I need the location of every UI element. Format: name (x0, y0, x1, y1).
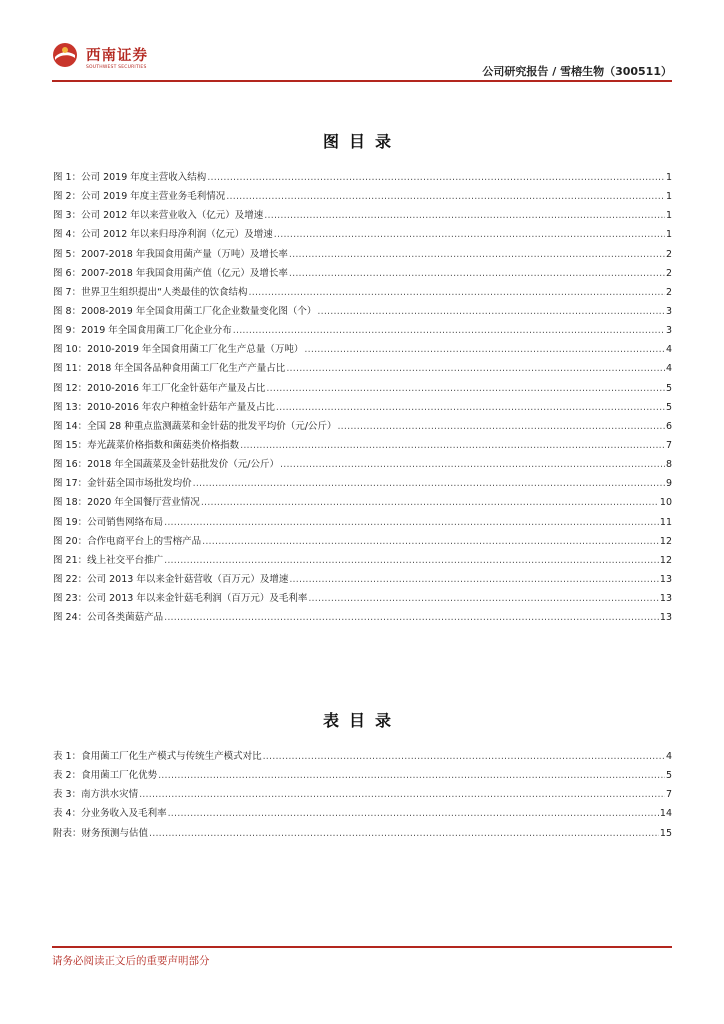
toc-entry[interactable] (53, 245, 672, 264)
toc-entry-page: 3 (665, 325, 672, 337)
toc-entry-label: 图 19：公司销售网络布局 (53, 516, 164, 528)
toc-entry[interactable] (53, 493, 672, 512)
toc-leader-dots (193, 474, 665, 493)
toc-leader-dots (164, 513, 659, 532)
toc-leader-dots (168, 804, 659, 823)
toc-entry-page: 5 (665, 770, 672, 782)
brand-name-en: SOUTHWEST SECURITIES (86, 65, 147, 70)
footer-disclaimer: 请务必阅读正文后的重要声明部分 (52, 955, 210, 967)
page-header (52, 40, 672, 80)
toc-entry-label: 图 18：2020 年全国餐厅营业情况 (53, 497, 200, 509)
toc-entry[interactable] (53, 340, 672, 359)
toc-entry-label: 表 1：食用菌工厂化生产模式与传统生产模式对比 (53, 751, 262, 762)
toc-entry-page: 3 (665, 305, 672, 317)
toc-entry-page: 2 (665, 286, 672, 298)
toc-entry-label: 图 12：2010-2016 年工厂化金针菇年产量及占比 (53, 382, 266, 394)
brand-logo (52, 40, 162, 76)
toc-entry-page: 1 (665, 229, 672, 241)
brand-name-cn: 西南证券 (86, 47, 148, 64)
toc-leader-dots (207, 168, 665, 187)
toc-entry-page: 15 (659, 827, 672, 839)
toc-entry[interactable] (53, 474, 672, 493)
toc-entry-page: 10 (659, 497, 672, 509)
toc-entry-page: 13 (659, 612, 672, 624)
header-divider (52, 80, 672, 82)
toc-leader-dots (286, 359, 665, 378)
toc-leader-dots (308, 589, 659, 608)
toc-leader-dots (263, 747, 665, 766)
toc-leader-dots (274, 225, 665, 244)
toc-leader-dots (289, 570, 659, 589)
toc-entry-page: 4 (665, 344, 672, 356)
toc-leader-dots (266, 379, 665, 398)
toc-entry-label: 图 24：公司各类菌菇产品 (53, 612, 164, 624)
toc-entry[interactable] (53, 824, 672, 843)
toc-entry[interactable] (53, 513, 672, 532)
toc-entry-page: 4 (665, 363, 672, 375)
toc-entry-label: 图 20：合作电商平台上的雪榕产品 (53, 535, 202, 547)
toc-entry-label: 表 3：南方洪水灾情 (53, 789, 139, 801)
toc-entry-label: 表 4：分业务收入及毛利率 (53, 808, 167, 820)
toc-entry-label: 图 21：线上社交平台推广 (53, 554, 164, 566)
toc-entry-label: 图 23：公司 2013 年以来金针菇毛利润（百万元）及毛利率 (53, 593, 308, 605)
toc-leader-dots (337, 417, 665, 436)
toc-entry-label: 附表：财务预测与估值 (53, 827, 149, 839)
toc-leader-dots (264, 206, 665, 225)
toc-entry-page: 12 (659, 554, 672, 566)
toc-entry-label: 图 1：公司 2019 年度主营收入结构 (53, 172, 207, 183)
toc-entry[interactable] (53, 747, 672, 766)
toc-leader-dots (280, 455, 665, 474)
toc-leader-dots (226, 187, 665, 206)
toc-leader-dots (202, 532, 659, 551)
toc-entry-label: 图 3：公司 2012 年以来营业收入（亿元）及增速 (53, 210, 264, 222)
toc-leader-dots (164, 551, 659, 570)
toc-entry-label: 图 14：全国 28 种重点监测蔬菜和金针菇的批发平均价（元/公斤） (53, 420, 337, 432)
brand-logo-icon (52, 42, 78, 68)
toc-leader-dots (139, 785, 665, 804)
toc-entry-label: 图 10：2010-2019 年全国食用菌工厂化生产总量（万吨） (53, 344, 304, 356)
toc-entry[interactable] (53, 206, 672, 225)
toc-entry-page: 11 (659, 516, 672, 528)
toc-entry[interactable] (53, 379, 672, 398)
toc-entry-label: 图 16：2018 年全国蔬菜及金针菇批发价（元/公斤） (53, 459, 280, 471)
table-index-list (53, 747, 672, 843)
toc-entry[interactable] (53, 551, 672, 570)
toc-entry[interactable] (53, 455, 672, 474)
toc-entry-page: 14 (659, 808, 672, 820)
toc-entry[interactable] (53, 398, 672, 417)
toc-leader-dots (289, 245, 665, 264)
toc-entry-label: 图 13：2010-2016 年农户种植金针菇年产量及占比 (53, 401, 275, 413)
toc-entry-label: 图 11：2018 年全国各品种食用菌工厂化生产产量占比 (53, 363, 286, 375)
toc-entry-page: 1 (665, 172, 672, 183)
toc-leader-dots (164, 608, 659, 627)
toc-entry[interactable] (53, 321, 672, 340)
toc-entry-label: 图 6：2007-2018 年我国食用菌产值（亿元）及增长率 (53, 267, 288, 279)
toc-entry-page: 1 (665, 210, 672, 222)
toc-entry[interactable] (53, 589, 672, 608)
toc-entry[interactable] (53, 766, 672, 785)
toc-entry[interactable] (53, 417, 672, 436)
toc-entry[interactable] (53, 804, 672, 823)
table-index-title: 表目录 (322, 711, 401, 730)
toc-entry-page: 5 (665, 401, 672, 413)
toc-entry-label: 表 2：食用菌工厂化优势 (53, 770, 158, 782)
toc-leader-dots (317, 302, 665, 321)
toc-entry-label: 图 2：公司 2019 年度主营业务毛利情况 (53, 191, 226, 203)
toc-entry-label: 图 5：2007-2018 年我国食用菌产量（万吨）及增长率 (53, 248, 288, 260)
toc-entry-label: 图 8：2008-2019 年全国食用菌工厂化企业数量变化图（个） (53, 305, 317, 317)
toc-leader-dots (276, 398, 665, 417)
toc-entry-page: 5 (665, 382, 672, 394)
toc-entry[interactable] (53, 570, 672, 589)
toc-entry-page: 2 (665, 248, 672, 260)
toc-entry-page: 8 (665, 459, 672, 471)
toc-entry[interactable] (53, 359, 672, 378)
toc-entry-page: 4 (665, 751, 672, 762)
toc-entry[interactable] (53, 302, 672, 321)
toc-entry-label: 图 7：世界卫生组织提出“人类最佳的饮食结构 (53, 286, 248, 298)
footer-divider (52, 946, 672, 948)
toc-entry-label: 图 9：2019 年全国食用菌工厂化企业分布 (53, 325, 232, 337)
toc-entry-page: 9 (665, 478, 672, 490)
toc-leader-dots (240, 436, 665, 455)
toc-entry-label: 图 4：公司 2012 年以来归母净利润（亿元）及增速 (53, 229, 273, 241)
toc-entry-page: 6 (665, 420, 672, 432)
toc-leader-dots (233, 321, 665, 340)
toc-entry[interactable] (53, 187, 672, 206)
toc-entry[interactable] (53, 225, 672, 244)
toc-entry[interactable] (53, 283, 672, 302)
figure-index-list (53, 168, 672, 627)
toc-leader-dots (201, 493, 659, 512)
toc-entry-label: 图 22：公司 2013 年以来金针菇营收（百万元）及增速 (53, 573, 289, 585)
toc-entry[interactable] (53, 785, 672, 804)
toc-leader-dots (149, 824, 659, 843)
figure-index-title: 图目录 (322, 132, 401, 151)
toc-entry-label: 图 15：寿光蔬菜价格指数和菌菇类价格指数 (53, 439, 240, 451)
toc-entry[interactable] (53, 532, 672, 551)
toc-entry-page: 12 (659, 535, 672, 547)
toc-entry-page: 13 (659, 593, 672, 605)
toc-entry-page: 1 (665, 191, 672, 203)
toc-leader-dots (304, 340, 665, 359)
toc-entry[interactable] (53, 608, 672, 627)
toc-leader-dots (158, 766, 665, 785)
toc-entry[interactable] (53, 264, 672, 283)
toc-entry-page: 2 (665, 267, 672, 279)
toc-entry[interactable] (53, 168, 672, 187)
toc-leader-dots (289, 264, 665, 283)
toc-leader-dots (249, 283, 665, 302)
toc-entry-page: 13 (659, 573, 672, 585)
toc-entry-page: 7 (665, 789, 672, 801)
toc-entry[interactable] (53, 436, 672, 455)
report-title: 公司研究报告 / 雪榕生物（300511） (482, 65, 672, 78)
toc-entry-page: 7 (665, 439, 672, 451)
toc-entry-label: 图 17：金针菇全国市场批发均价 (53, 478, 192, 490)
